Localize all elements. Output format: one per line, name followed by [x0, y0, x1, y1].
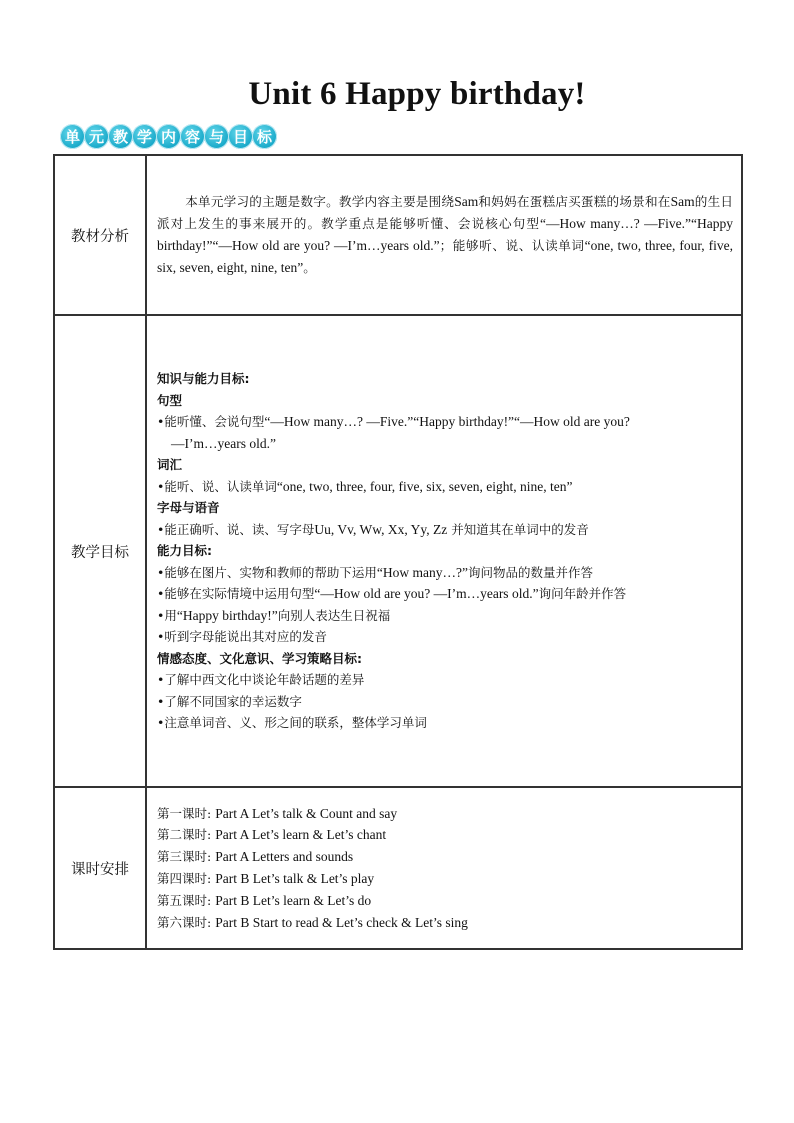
- goals-heading: 知识与能力目标:: [157, 371, 250, 387]
- heading-char: 内: [156, 124, 181, 149]
- goals-heading: 情感态度、文化意识、学习策略目标:: [157, 650, 362, 666]
- goal-text: 向别人表达生日祝福: [277, 607, 391, 623]
- goals-subheading: 字母与语音: [157, 500, 220, 516]
- goal-text: “How many…?”: [376, 564, 468, 580]
- schedule-item: [157, 846, 731, 868]
- schedule-topic: Part A Letters and sounds: [215, 849, 354, 865]
- analysis-text-part: 的生日派对上发生的事来展开的。教学重点是能够听懂、会说核心句型: [157, 194, 734, 231]
- goal-text: •用: [157, 607, 177, 623]
- schedule-topic: Part B Let’s talk & Let’s play: [215, 871, 375, 886]
- goal-item: •了解中西文化中谈论年龄话题的差异: [157, 672, 365, 688]
- goal-text: 询问物品的数量并作答: [467, 564, 593, 580]
- goal-text: •能听懂、会说句型: [157, 414, 265, 430]
- schedule-topic: Part A Let’s learn & Let’s chant: [215, 827, 387, 843]
- schedule-item: [157, 824, 731, 846]
- goal-text: 询问年龄并作答: [538, 586, 627, 602]
- schedule-item: [157, 890, 731, 912]
- goal-text: •能听、说、认读单词: [157, 478, 277, 494]
- analysis-text: [147, 191, 741, 279]
- goal-text: Uu, Vv, Ww, Xx, Yy, Zz: [314, 521, 448, 537]
- goal-text: 并知道其在单词中的发音: [451, 521, 589, 537]
- goal-item-continued: —I’m…years old.”: [171, 435, 276, 451]
- goals-subheading: 词汇: [157, 457, 183, 473]
- goal-item: [157, 583, 731, 605]
- schedule-list: [147, 803, 741, 934]
- goal-item: [157, 411, 731, 433]
- analysis-text-part: Sam: [670, 194, 695, 209]
- schedule-topic: Part A Let’s talk & Count and say: [215, 805, 398, 821]
- schedule-period: 第二课时:: [157, 827, 212, 843]
- heading-char: 标: [252, 124, 277, 149]
- heading-char: 目: [228, 124, 253, 149]
- analysis-text-part: “one, two, three, four, five, six, seven, eight, nine, ten”: [157, 238, 734, 275]
- row-label-schedule: 课时安排: [54, 787, 146, 949]
- analysis-text-part: 本单元学习的主题是数字。教学内容主要是围绕: [185, 194, 455, 209]
- goals-list: [147, 368, 741, 734]
- goal-text: “—How many…? —Five.”“Happy birthday!”“—How old are you?: [264, 414, 630, 430]
- schedule-item: [157, 868, 731, 890]
- analysis-cell: [146, 155, 742, 315]
- analysis-text-part: 和妈妈在蛋糕店买蛋糕的场景和在: [478, 194, 671, 209]
- goal-text: •能够在图片、实物和教师的帮助下运用: [157, 564, 377, 580]
- goal-text: •能正确听、说、读、写字母: [157, 521, 315, 537]
- schedule-period: 第三课时:: [157, 849, 212, 865]
- heading-char: 教: [108, 124, 133, 149]
- schedule-item: [157, 912, 731, 934]
- table-row-schedule: [54, 787, 742, 949]
- goal-text: “one, two, three, four, five, six, seven, eight, nine, ten”: [276, 478, 573, 494]
- section-heading-badge: [60, 124, 276, 149]
- goals-cell: [146, 315, 742, 787]
- schedule-topic: Part B Let’s learn & Let’s do: [215, 892, 372, 908]
- goal-item: •了解不同国家的幸运数字: [157, 693, 302, 709]
- goal-item: [157, 519, 731, 541]
- heading-char: 单: [60, 124, 85, 149]
- table-row-analysis: [54, 155, 742, 315]
- analysis-text-part: “—How many…? —Five.”“Happy birthday!”“—How old are you? —I’m…years old.”: [157, 216, 734, 253]
- table-row-goals: [54, 315, 742, 787]
- schedule-item: [157, 803, 731, 825]
- analysis-text-part: Sam: [454, 194, 479, 209]
- goal-item: •注意单词音、义、形之间的联系，整体学习单词: [157, 715, 427, 731]
- row-label-goals: 教学目标: [54, 315, 146, 787]
- schedule-period: 第一课时:: [157, 805, 212, 821]
- page-title: Unit 6 Happy birthday!: [248, 76, 586, 112]
- goal-item: •听到字母能说出其对应的发音: [157, 629, 327, 645]
- heading-char: 学: [132, 124, 157, 149]
- goals-subheading: 句型: [157, 392, 183, 408]
- goal-item: [157, 476, 731, 498]
- heading-char: 容: [180, 124, 205, 149]
- analysis-text-part: 。: [303, 260, 316, 275]
- schedule-period: 第五课时:: [157, 892, 212, 908]
- row-label-analysis: 教材分析: [54, 155, 146, 315]
- schedule-topic: Part B Start to read & Let’s check & Let’s sing: [215, 914, 468, 930]
- analysis-text-part: ；能够听、说、认读单词: [439, 238, 585, 253]
- goal-item: [157, 562, 731, 584]
- heading-char: 元: [84, 124, 109, 149]
- schedule-cell: [146, 787, 742, 949]
- schedule-period: 第四课时:: [157, 871, 212, 886]
- heading-char: 与: [204, 124, 229, 149]
- goal-text: “—How old are you? —I’m…years old.”: [314, 586, 539, 602]
- goal-item: [157, 605, 731, 627]
- lesson-plan-table: [53, 154, 743, 950]
- schedule-period: 第六课时:: [157, 914, 212, 930]
- goal-text: “Happy birthday!”: [176, 607, 278, 623]
- goal-text: •能够在实际情境中运用句型: [157, 586, 315, 602]
- goals-heading: 能力目标:: [157, 543, 212, 559]
